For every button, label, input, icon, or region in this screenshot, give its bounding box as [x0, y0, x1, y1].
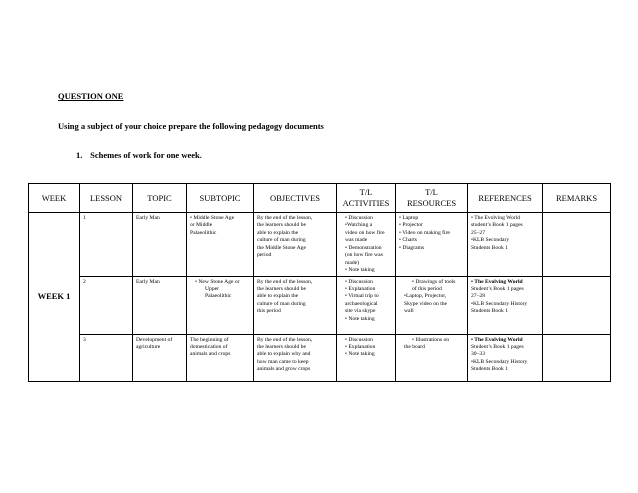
- objectives-line: the learners should be: [257, 285, 306, 292]
- activities-line: site via skype: [345, 308, 376, 315]
- topic-line: agriculture: [136, 343, 161, 350]
- topic-cell: [133, 334, 187, 381]
- remarks-cell: [543, 213, 611, 277]
- header-resources-line2: RESOURCES: [406, 198, 457, 208]
- references-line: 30–33: [471, 351, 485, 358]
- activities-line: archaeological: [345, 300, 378, 307]
- subtopic-line: • New Stone Age or: [195, 278, 240, 285]
- objectives-line: period: [257, 252, 272, 259]
- resources-cell: [396, 334, 468, 381]
- objectives-line: animals and grow crops: [257, 366, 311, 373]
- activities-cell: [337, 334, 396, 381]
- objectives-line: By the end of the lesson,: [257, 215, 313, 221]
- references-line: • The Evolving World: [471, 215, 520, 221]
- table-row: [29, 213, 611, 277]
- header-lesson: LESSON: [80, 184, 133, 213]
- activities-line: • Note taking: [345, 267, 375, 274]
- header-activities-line2: ACTIVITIES: [342, 198, 390, 208]
- activities-line: video on how fire: [345, 229, 385, 236]
- resources-line: wall: [404, 308, 414, 315]
- subtopic-line: The beginning of: [190, 336, 229, 343]
- references-line: •KLB Secondary: [471, 237, 510, 244]
- lesson-cell: 2: [80, 276, 133, 334]
- objectives-cell: [254, 334, 337, 381]
- header-resources-line1: T/L: [425, 187, 438, 198]
- resources-line: • Charts: [399, 237, 417, 244]
- table-header-row: [29, 184, 611, 213]
- header-activities: [337, 184, 396, 213]
- header-resources: [396, 184, 468, 213]
- objectives-line: the Middle Stone Age: [257, 244, 306, 251]
- activities-line: • Explanation: [345, 285, 376, 292]
- activities-cell: [337, 213, 396, 277]
- objectives-line: able to explain the: [257, 229, 299, 236]
- activities-line: made): [345, 259, 359, 266]
- header-references: REFERENCES: [468, 184, 543, 213]
- resources-line: • Projector: [399, 222, 423, 229]
- objectives-line: By the end of the lesson,: [257, 278, 313, 285]
- table-row: [29, 334, 611, 381]
- remarks-cell: [543, 334, 611, 381]
- resources-line: Skype video on the: [404, 300, 448, 307]
- resources-cell: [396, 276, 468, 334]
- resources-line: • Illustrations on: [412, 336, 450, 343]
- subtopic-line: or Middle: [190, 222, 213, 229]
- lesson-cell: 3: [80, 334, 133, 381]
- remarks-cell: [543, 276, 611, 334]
- header-subtopic: SUBTOPIC: [187, 184, 254, 213]
- activities-line: was made: [345, 237, 368, 244]
- lesson-cell: 1: [80, 213, 133, 277]
- objectives-line: this period: [257, 308, 281, 315]
- references-cell: [468, 213, 543, 277]
- references-line: • The Evolving World: [471, 336, 523, 343]
- references-cell: [468, 334, 543, 381]
- topic-cell: [133, 213, 187, 277]
- references-line: 25–27: [471, 229, 485, 236]
- instruction-text: Using a subject of your choice prepare the following pedagogy documents: [58, 121, 324, 131]
- objectives-line: able to explain why and: [257, 351, 311, 358]
- references-line: Students Book 1: [471, 308, 508, 315]
- references-line: Students Book 1: [471, 244, 508, 251]
- objectives-line: the learners should be: [257, 222, 306, 229]
- resources-line: • Video on making fire: [399, 229, 450, 236]
- resources-cell: [396, 213, 468, 277]
- resources-line: the board: [404, 343, 425, 350]
- topic-cell: [133, 276, 187, 334]
- activities-line: • Note taking: [345, 315, 375, 322]
- objectives-line: culture of man during: [257, 237, 306, 244]
- references-line: 27–28: [471, 293, 485, 300]
- references-line: Student’s Book 1 pages: [471, 285, 524, 292]
- topic-line: Development of: [136, 336, 173, 343]
- header-objectives: OBJECTIVES: [254, 184, 337, 213]
- subtopic-line: domestication of: [190, 343, 228, 350]
- activities-line: • Demonstration: [345, 244, 382, 251]
- activities-line: • Discussion: [345, 278, 373, 285]
- activities-line: • Virtual trip to: [345, 293, 379, 300]
- scheme-of-work-table: [28, 183, 611, 382]
- resources-line: •Laptop, Projector,: [404, 293, 447, 300]
- references-line: •KLB Secondary History: [471, 358, 528, 365]
- subtopic-cell: [187, 276, 254, 334]
- activities-line: • Note taking: [345, 351, 375, 358]
- resources-line: • Diagrams: [399, 244, 425, 251]
- resources-line: • Drawings of tools: [412, 278, 456, 285]
- subtopic-cell: [187, 334, 254, 381]
- list-item: [76, 150, 202, 160]
- objectives-line: able to explain the: [257, 293, 299, 300]
- list-item-number: 1.: [76, 150, 83, 160]
- objectives-cell: [254, 276, 337, 334]
- header-week: WEEK: [29, 184, 80, 213]
- header-activities-line1: T/L: [359, 187, 373, 198]
- subtopic-line: Upper: [205, 285, 219, 292]
- subtopic-line: animals and crops: [190, 351, 231, 358]
- references-cell: [468, 276, 543, 334]
- activities-line: •Watching a: [345, 222, 373, 229]
- references-line: Student’s Book 1 pages: [471, 343, 524, 350]
- subtopic-cell: [187, 213, 254, 277]
- resources-line: of this period: [412, 285, 442, 292]
- table-row: [29, 276, 611, 334]
- objectives-line: By the end of the lesson,: [257, 336, 313, 343]
- week-cell: WEEK 1: [29, 213, 80, 382]
- activities-line: • Discussion: [345, 336, 373, 343]
- subtopic-line: • Middle Stone Age: [190, 215, 235, 221]
- header-remarks: REMARKS: [543, 184, 611, 213]
- subtopic-line: Palaeolithic: [190, 229, 217, 236]
- activities-line: • Discussion: [345, 215, 373, 221]
- references-line: • The Evolving World: [471, 278, 523, 285]
- question-title: QUESTION ONE: [58, 91, 124, 101]
- resources-line: • Laptop: [399, 215, 419, 221]
- references-line: student’s Book 1 pages: [471, 222, 523, 229]
- activities-line: (on how fire was: [345, 252, 383, 259]
- objectives-line: how man came to keep: [257, 358, 309, 365]
- subtopic-line: Palaeolithic: [205, 293, 232, 300]
- header-topic: TOPIC: [133, 184, 187, 213]
- activities-line: • Explanation: [345, 343, 376, 350]
- list-item-text: Schemes of work for one week.: [90, 150, 202, 160]
- references-line: •KLB Secondary History: [471, 300, 528, 307]
- objectives-line: the learners should be: [257, 343, 306, 350]
- topic-line: Early Man: [136, 215, 160, 221]
- objectives-line: culture of man during: [257, 300, 306, 307]
- topic-line: Early Man: [136, 278, 160, 285]
- objectives-cell: [254, 213, 337, 277]
- activities-cell: [337, 276, 396, 334]
- references-line: Students Book 1: [471, 366, 508, 373]
